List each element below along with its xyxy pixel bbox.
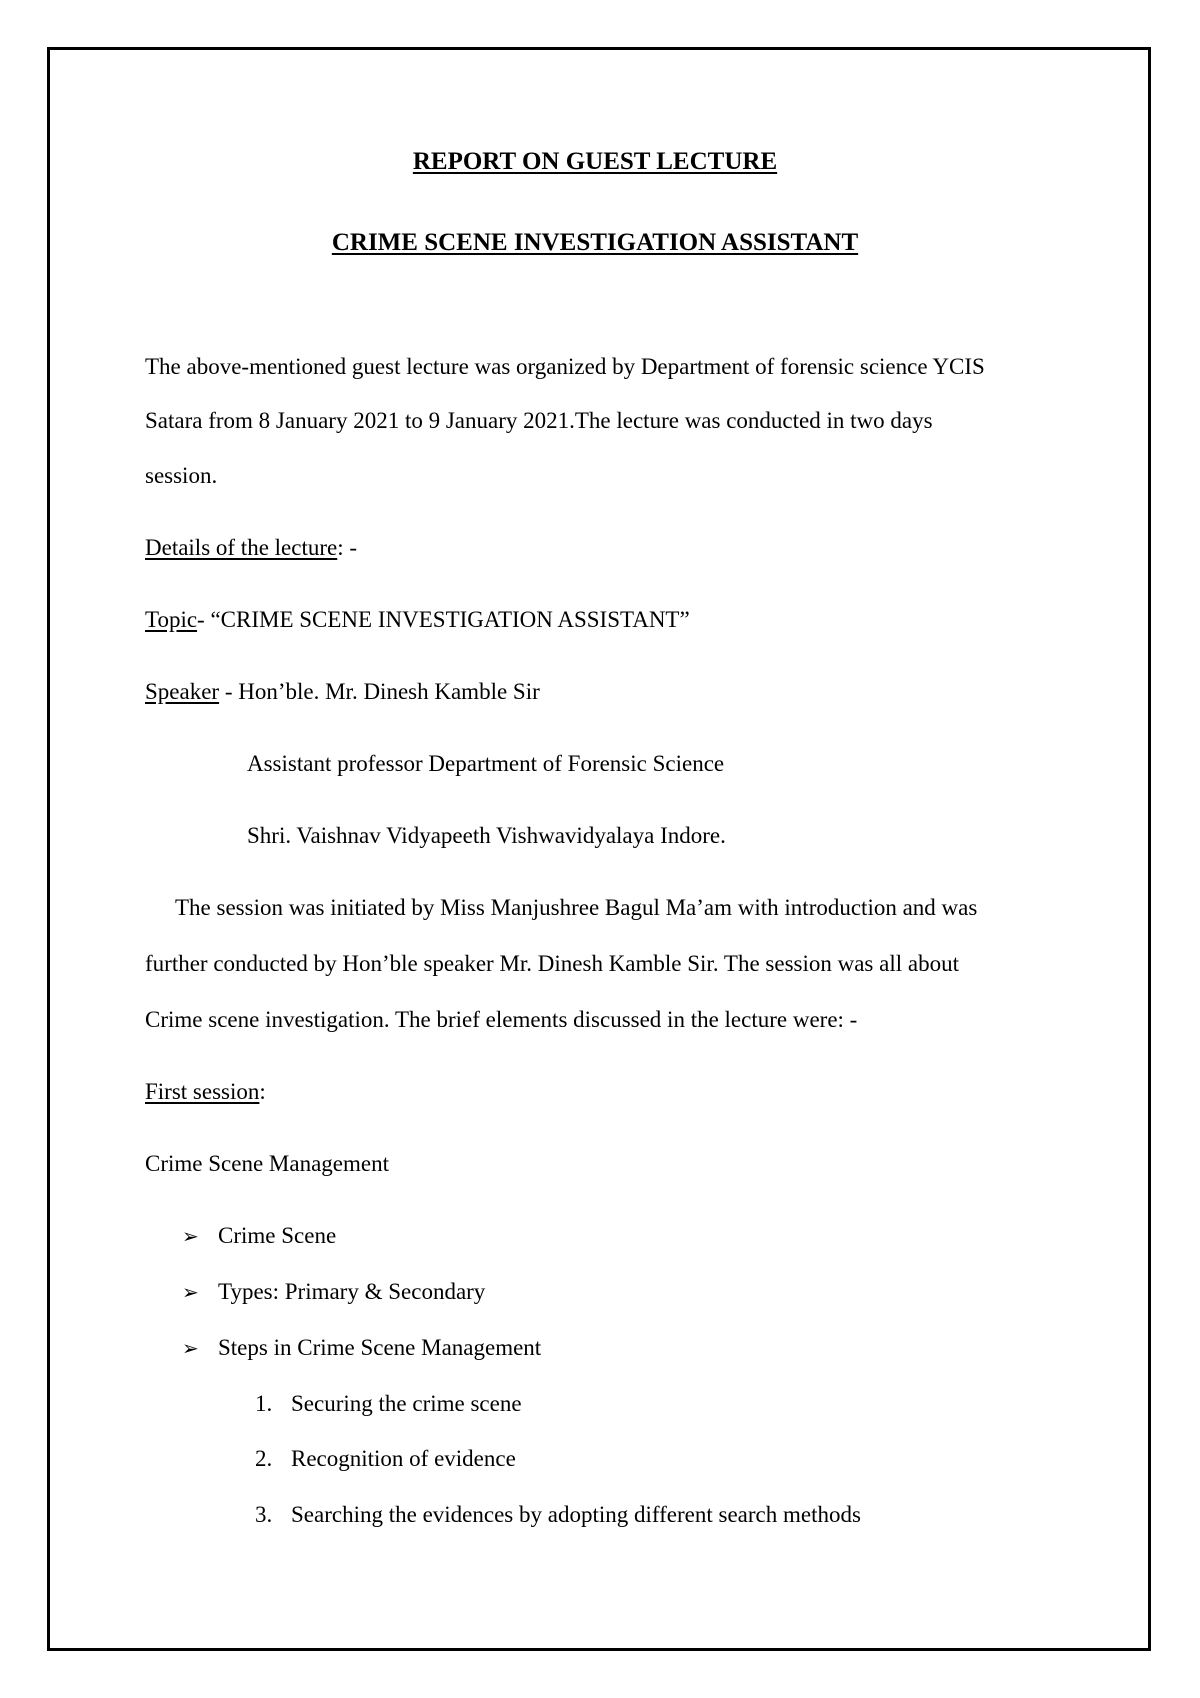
first-session-heading [145,1078,266,1106]
arrow-bullet-icon: ➢ [182,1336,199,1360]
intro-line-3: session. [145,463,218,488]
topic-value: - “CRIME SCENE INVESTIGATION ASSISTANT” [197,607,690,632]
intro-line-2: Satara from 8 January 2021 to 9 January 2021.The lecture was conducted in two days [145,408,933,433]
details-suffix: : - [337,535,358,560]
list-item [182,1278,485,1306]
intro-line-1: The above-mentioned guest lecture was organized by Department of forensic science YCIS [145,354,985,379]
first-session-suffix: : [259,1079,266,1104]
step-text: Searching the evidences by adopting different search methods [291,1502,861,1527]
speaker-value: - Hon’ble. Mr. Dinesh Kamble Sir [219,679,540,704]
session-para-line-2: further conducted by Hon’ble speaker Mr. Dinesh Kamble Sir. The session was all about [145,951,959,976]
details-label: Details of the lecture [145,535,338,560]
topic-line [145,606,690,634]
speaker-institution: Shri. Vaishnav Vidyapeeth Vishwavidyalaya Indore. [247,823,726,848]
speaker-designation: Assistant professor Department of Forensic Science [247,751,725,776]
numbered-item [255,1501,861,1529]
report-subtitle: CRIME SCENE INVESTIGATION ASSISTANT [331,229,859,256]
list-item [182,1222,336,1250]
step-text: Securing the crime scene [291,1391,522,1416]
bullet-text: Types: Primary & Secondary [218,1279,486,1304]
speaker-line [145,678,540,706]
step-text: Recognition of evidence [291,1446,516,1471]
section-heading: Crime Scene Management [145,1151,389,1176]
topic-label: Topic [145,607,198,632]
arrow-bullet-icon: ➢ [182,1280,199,1304]
report-title: REPORT ON GUEST LECTURE [412,148,778,175]
details-heading [145,534,357,562]
numbered-item [255,1390,522,1418]
step-number: 1. [255,1391,273,1416]
session-para-line-1: The session was initiated by Miss Manjushree Bagul Ma’am with introduction and was [175,895,978,920]
arrow-bullet-icon: ➢ [182,1224,199,1248]
session-para-line-3: Crime scene investigation. The brief elements discussed in the lecture were: - [145,1007,858,1032]
step-number: 3. [255,1502,273,1527]
numbered-item [255,1445,516,1473]
step-number: 2. [255,1446,273,1471]
first-session-label: First session [145,1079,260,1104]
bullet-text: Crime Scene [218,1223,337,1248]
speaker-label: Speaker [145,679,220,704]
bullet-text: Steps in Crime Scene Management [218,1335,542,1360]
list-item [182,1334,541,1362]
